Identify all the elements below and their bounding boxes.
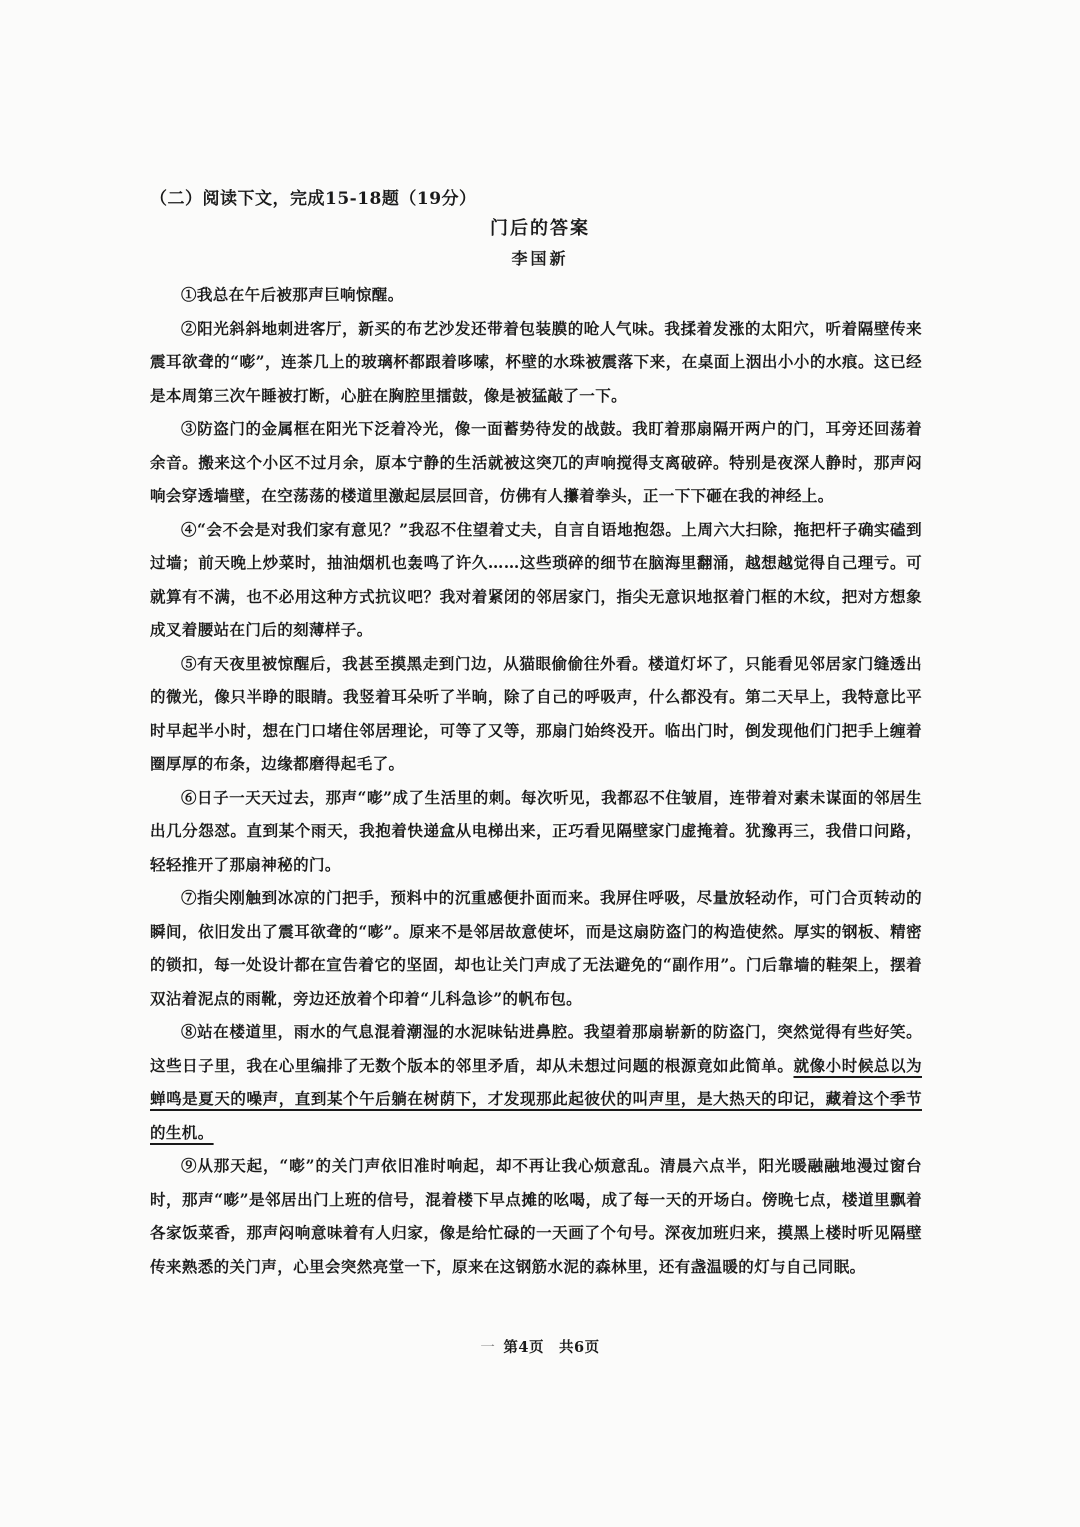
paragraph-8-underlined-sentence: 就像小时候总以为蝉鸣是夏天的噪声，直到某个午后躺在树荫下，才发现那此起彼伏的叫声里，是大热天的印记，藏着这个季节的生机。: [150, 1055, 922, 1142]
section-heading: （二）阅读下文，完成15-18题（19分）: [150, 189, 477, 209]
page-footer: [0, 1336, 1080, 1357]
article-author: 李国新: [511, 249, 569, 268]
article-body: [150, 278, 922, 1283]
paragraph-5: ⑤有天夜里被惊醒后，我甚至摸黑走到门边，从猫眼偷偷往外看。楼道灯坏了，只能看见邻居家门缝透出的微光，像只半睁的眼睛。我竖着耳朵听了半晌，除了自己的呼吸声，什么都没有。第二天早上，我特意比平时早起半小时，想在门口堵住邻居理论，可等了又等，那扇门始终没开。临出门时，倒发现他们门把手上缠着圈厚厚的布条，边缘都磨得起毛了。: [150, 653, 922, 773]
paragraph-8-text: ⑧站在楼道里，雨水的气息混着潮湿的水泥味钻进鼻腔。我望着那扇崭新的防盗门，突然觉得有些好笑。这些日子里，我在心里编排了无数个版本的邻里矛盾，却从未想过问题的根源竟如此简单。: [150, 1022, 922, 1075]
paragraph-1: ①我总在午后被那声巨响惊醒。: [181, 285, 404, 304]
paragraph-7: ⑦指尖刚触到冰凉的门把手，预料中的沉重感便扑面而来。我屏住呼吸，尽量放轻动作，可门合页转动的瞬间，依旧发出了震耳欲聋的“嘭”。原来不是邻居故意使坏，而是这扇防盗门的构造使然。厚实的钢板、精密的锁扣，每一处设计都在宣告着它的坚固，却也让关门声成了无法避免的“副作用”。门后靠墙的鞋架上，摆着双沾着泥点的雨靴，旁边还放着个印着“儿科急诊”的帆布包。: [150, 888, 922, 1008]
paragraph-9: ⑨从那天起，“嘭”的关门声依旧准时响起，却不再让我心烦意乱。清晨六点半，阳光暖融融地漫过窗台时，那声“嘭”是邻居出门上班的信号，混着楼下早点摊的吆喝，成了每一天的开场白。傍晚七点，楼道里飘着各家饭菜香，那声闷响意味着有人归家，像是给忙碌的一天画了个句号。深夜加班归来，摸黑上楼时听见隔壁传来熟悉的关门声，心里会突然亮堂一下，原来在这钢筋水泥的森林里，还有盏温暖的灯与自己同眠。: [150, 1156, 922, 1276]
paragraph-6: ⑥日子一天天过去，那声“嘭”成了生活里的刺。每次听见，我都忍不住皱眉，连带着对素未谋面的邻居生出几分怨怼。直到某个雨天，我抱着快递盒从电梯出来，正巧看见隔壁家门虚掩着。犹豫再三，我借口问路，轻轻推开了那扇神秘的门。: [150, 787, 922, 874]
page-number: 第4页 共6页: [503, 1339, 600, 1356]
paragraph-8: [150, 1015, 922, 1149]
article-title: 门后的答案: [490, 218, 590, 239]
footer-mark: 一: [480, 1340, 496, 1356]
paragraph-2: ②阳光斜斜地刺进客厅，新买的布艺沙发还带着包装膜的呛人气味。我揉着发涨的太阳穴，听着隔壁传来震耳欲聋的“嘭”，连茶几上的玻璃杯都跟着哆嗦，杯壁的水珠被震落下来，在桌面上洇出小小的水痕。这已经是本周第三次午睡被打断，心脏在胸腔里擂鼓，像是被猛敲了一下。: [150, 318, 922, 405]
paragraph-4: ④“会不会是对我们家有意见？”我忍不住望着丈夫，自言自语地抱怨。上周六大扫除，拖把杆子确实磕到过墙；前天晚上炒菜时，抽油烟机也轰鸣了许久……这些琐碎的细节在脑海里翻涌，越想越觉得自己理亏。可就算有不满，也不必用这种方式抗议吧？我对着紧闭的邻居家门，指尖无意识地抠着门框的木纹，把对方想象成叉着腰站在门后的刻薄样子。: [150, 519, 922, 639]
paragraph-3: ③防盗门的金属框在阳光下泛着冷光，像一面蓄势待发的战鼓。我盯着那扇隔开两户的门，耳旁还回荡着余音。搬来这个小区不过月余，原本宁静的生活就被这突兀的声响搅得支离破碎。特别是夜深人静时，那声闷响会穿透墙壁，在空荡荡的楼道里激起层层回音，仿佛有人攥着拳头，正一下下砸在我的神经上。: [150, 419, 922, 505]
